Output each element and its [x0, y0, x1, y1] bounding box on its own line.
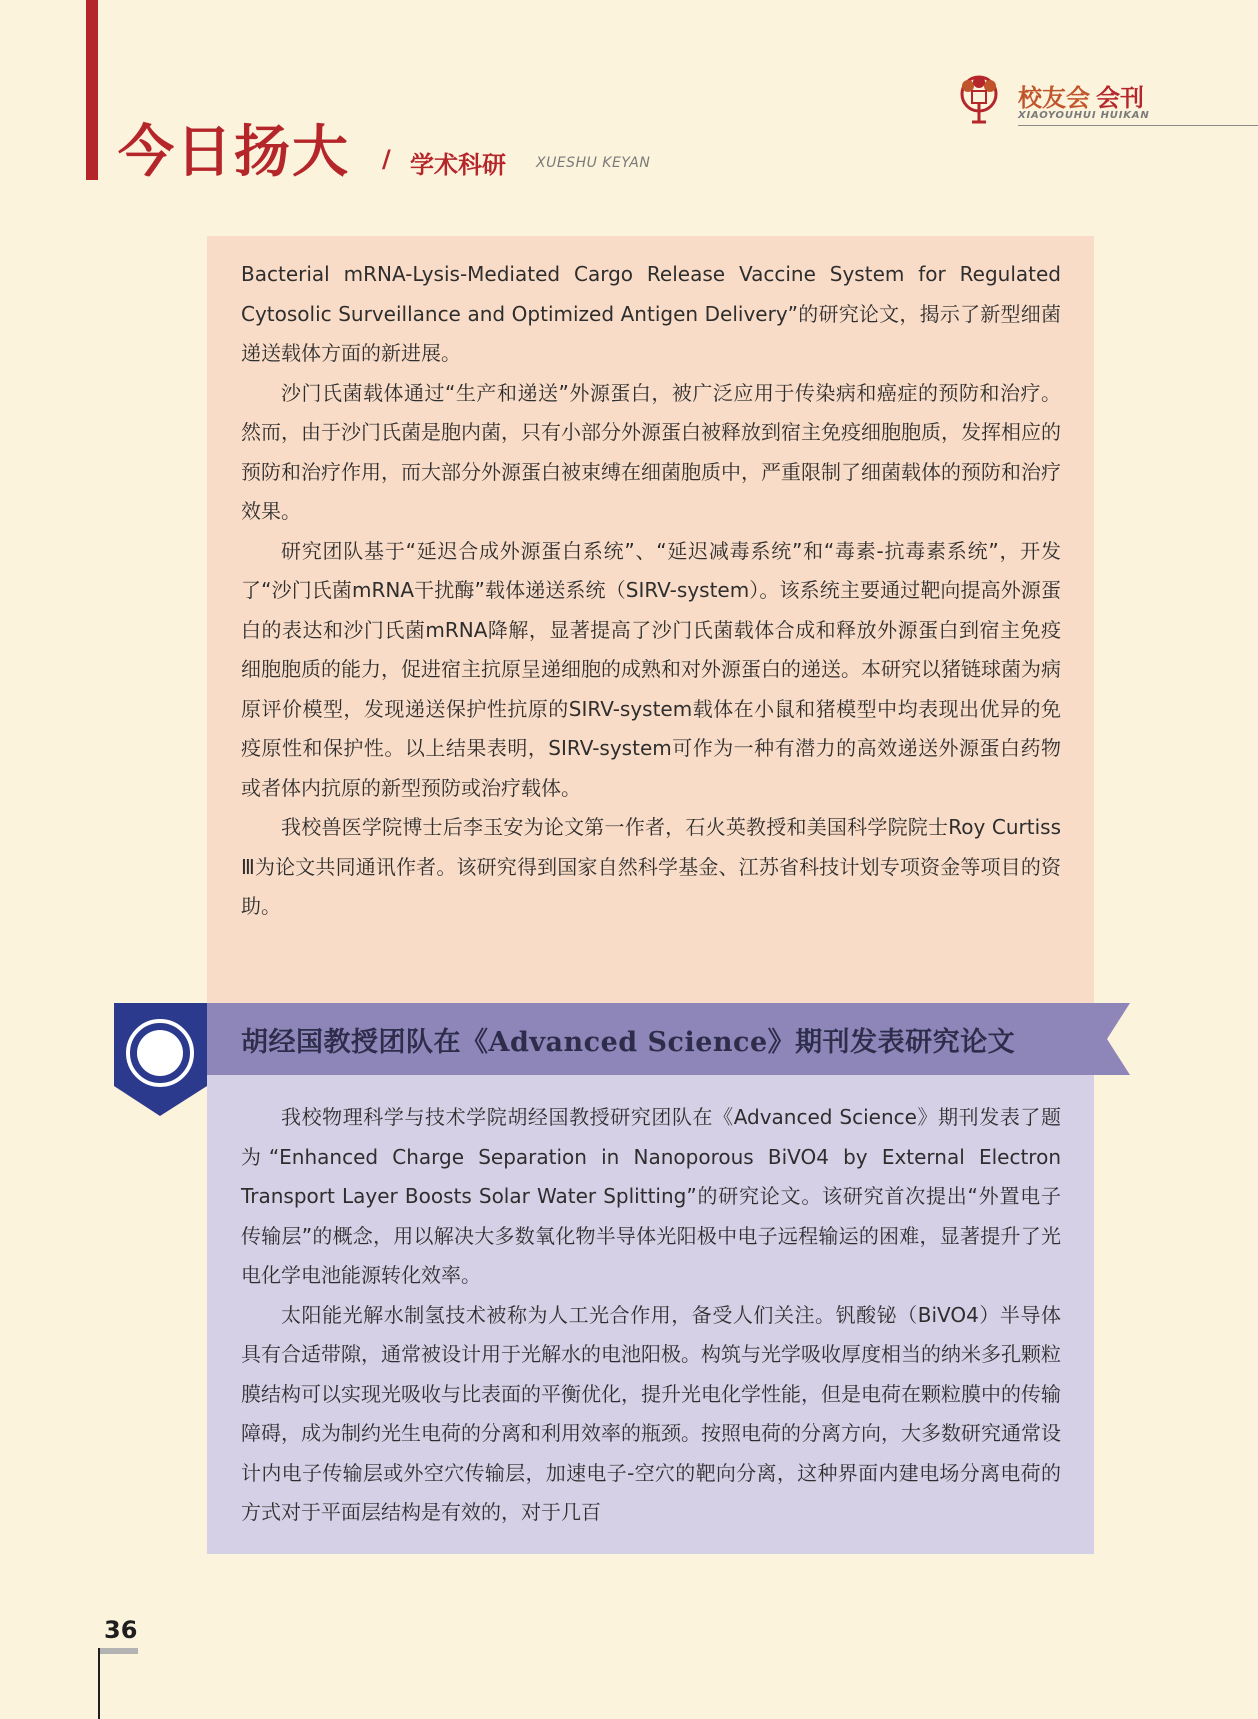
magazine-type: 会刊: [1096, 84, 1144, 112]
magazine-pinyin: XIAOYOUHUI HUIKAN: [1018, 110, 1150, 121]
section-title: 今日扬大: [118, 120, 350, 185]
article-2-paragraph: 太阳能光解水制氢技术被称为人工光合作用，备受人们关注。钒酸铋（BiVO4）半导体具有合适带隙，通常被设计用于光解水的电池阳极。构筑与光学吸收厚度相当的纳米多孔颗粒膜结构可以实现光吸收与比表面的平衡优化，提升光电化学性能，但是电荷在颗粒膜中的传输障碍，成为制约光生电荷的分离和利用效率的瓶颈。按照电荷的分离方向，大多数研究通常设计内电子传输层或外空穴传输层，加速电子-空穴的靶向分离，这种界面内建电场分离电荷的方式对于平面层结构是有效的，对于几百: [241, 1302, 1061, 1524]
article-1-paragraph: 我校兽医学院博士后李玉安为论文第一作者，石火英教授和美国科学院院士Roy Curtiss Ⅲ为论文共同通讯作者。该研究得到国家自然科学基金、江苏省科技计划专项资金等项目的资助。: [241, 815, 1061, 918]
magazine-title: [1018, 78, 1144, 113]
page-number: 36: [104, 1616, 138, 1644]
article-1-body: [241, 255, 1061, 927]
sub-section-title: 学术科研: [410, 151, 506, 179]
article-1-paragraph: 沙门氏菌载体通过“生产和递送”外源蛋白，被广泛应用于传染病和癌症的预防和治疗。然而，由于沙门氏菌是胞内菌，只有小部分外源蛋白被释放到宿主免疫细胞胞质，发挥相应的预防和治疗作用，而大部分外源蛋白被束缚在细菌胞质中，严重限制了细菌载体的预防和治疗效果。: [241, 380, 1061, 523]
article-2-paragraph: 我校物理科学与技术学院胡经国教授研究团队在《Advanced Science》期刊发表了题为“Enhanced Charge Separation in Nanoporous BiVO4 by External Electron Transport Layer Boosts Solar Water Splitting”的研究论文。该研究首次提出“外置电子传输层”的概念，用以解决大多数氧化物半导体光阳极中电子远程输运的困难，显著提升了光电化学电池能源转化效率。: [241, 1105, 1061, 1287]
magazine-name: 校友会: [1018, 84, 1090, 112]
magazine-underline: [1018, 125, 1258, 126]
article-1-paragraph: 研究团队基于“延迟合成外源蛋白系统”、“延迟减毒系统”和“毒素-抗毒素系统”，开发了“沙门氏菌mRNA干扰酶”载体递送系统（SIRV-system）。该系统主要通过靶向提高外源蛋白的表达和沙门氏菌mRNA降解，显著提高了沙门氏菌载体合成和释放外源蛋白到宿主免疫细胞胞质的能力，促进宿主抗原呈递细胞的成熟和对外源蛋白的递送。本研究以猪链球菌为病原评价模型，发现递送保护性抗原的SIRV-system载体在小鼠和猪模型中均表现出优异的免疫原性和保护性。以上结果表明，SIRV-system可作为一种有潜力的高效递送外源蛋白药物或者体内抗原的新型预防或治疗载体。: [241, 538, 1061, 800]
bullet-badge-icon: [114, 1003, 207, 1116]
page-corner-mark: [100, 1648, 138, 1654]
title-divider: /: [382, 145, 391, 173]
alumni-logo-icon: [954, 74, 1004, 126]
header-accent-bar: [86, 0, 98, 180]
sub-section-pinyin: XUESHU KEYAN: [536, 155, 651, 171]
article-1-paragraph: Bacterial mRNA-Lysis-Mediated Cargo Release Vaccine System for Regulated Cytosolic Surveillance and Optimized Antigen Delivery”的研究论文，揭示了新型细菌递送载体方面的新进展。: [241, 262, 1061, 365]
article-2-body: [241, 1098, 1061, 1533]
page-corner-line: [98, 1648, 100, 1719]
article-2-heading: 胡经国教授团队在《Advanced Science》期刊发表研究论文: [241, 1027, 1016, 1058]
